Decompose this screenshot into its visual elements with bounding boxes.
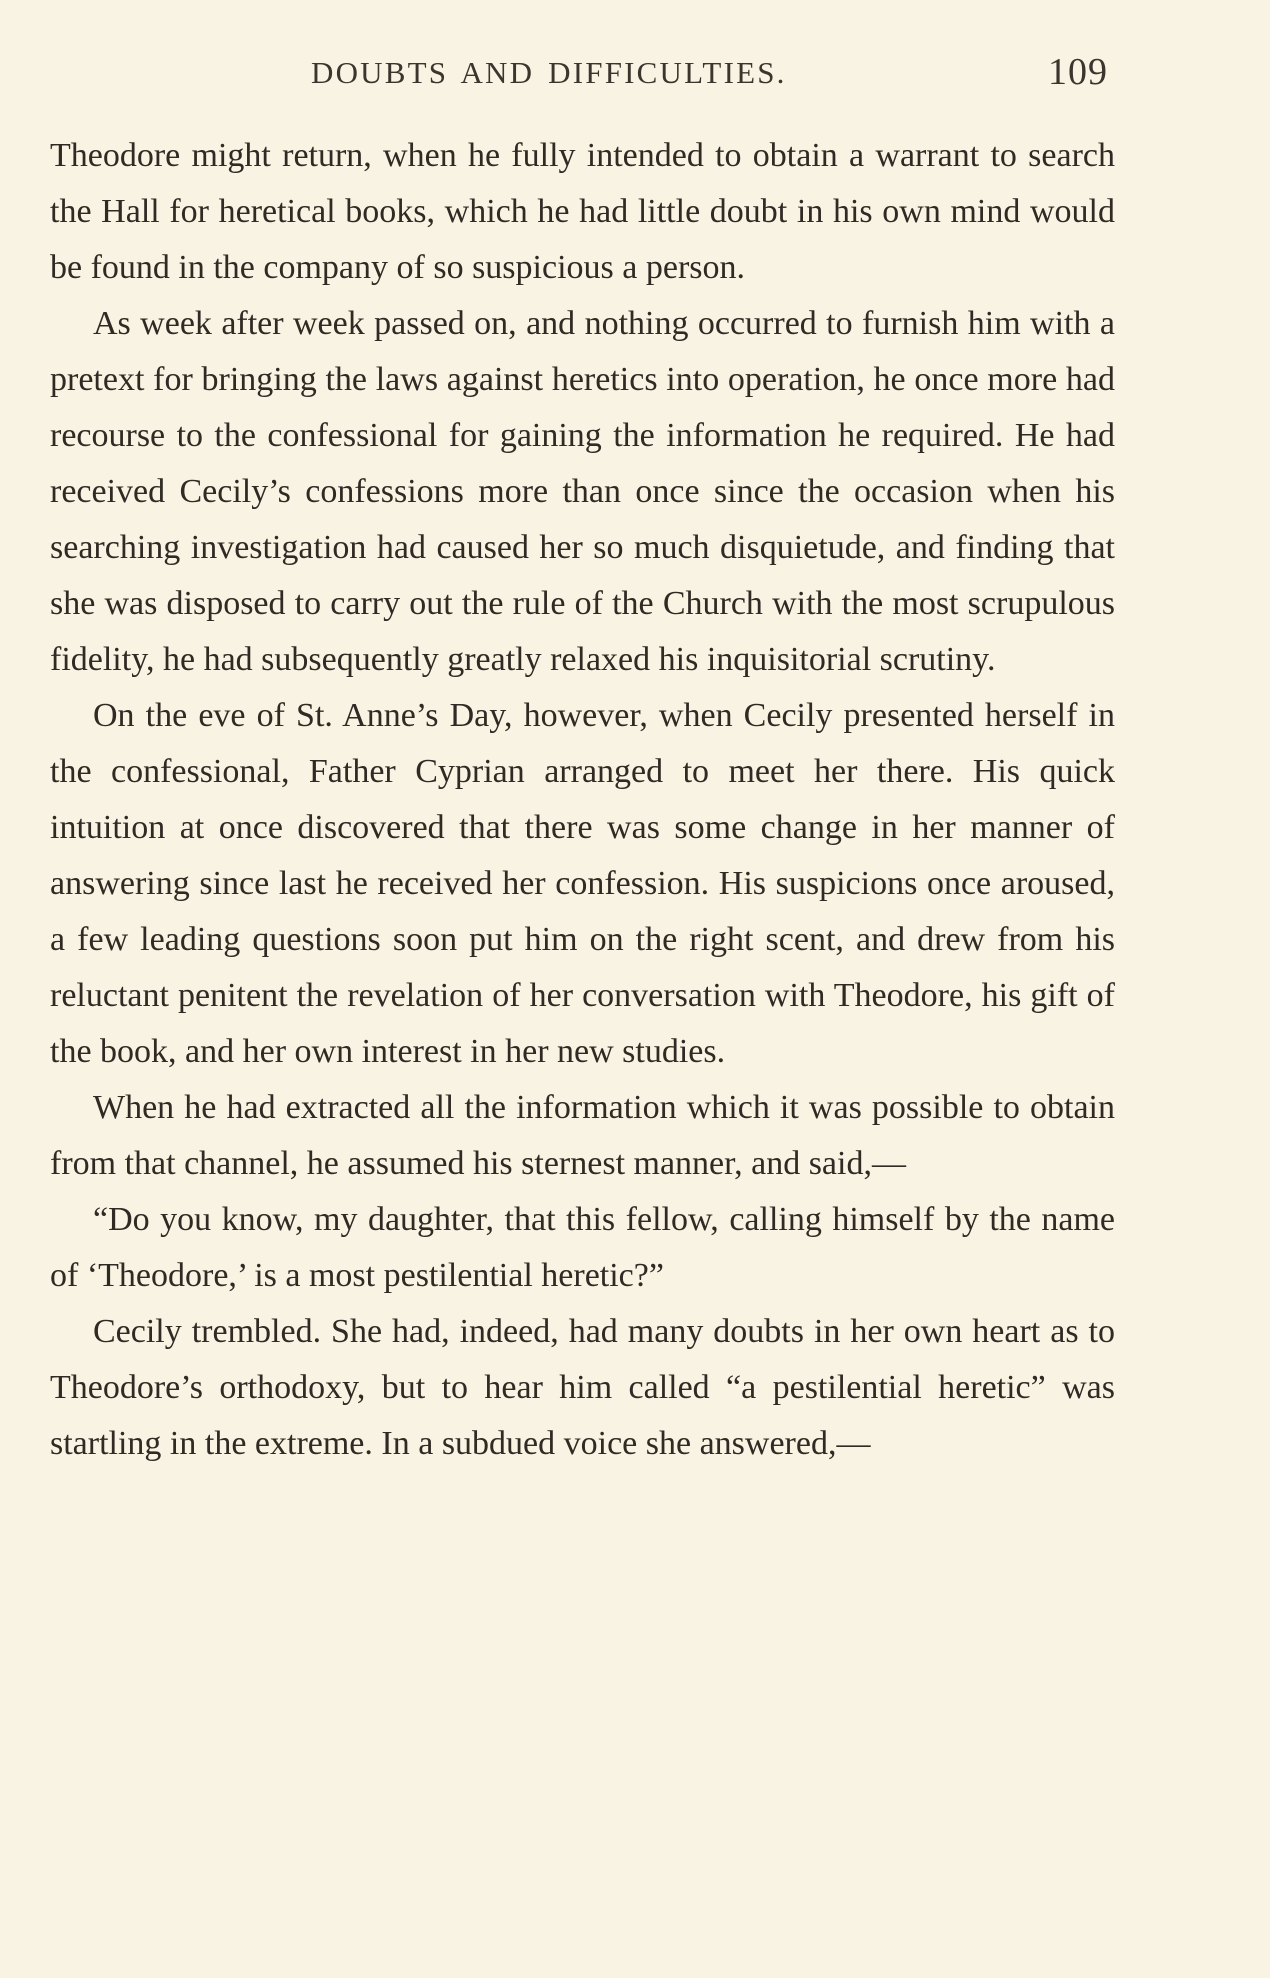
paragraph-3: On the eve of St. Anne’s Day, however, when Cecily presented herself in the confessional, Father Cyprian arranged to meet her there. His quick intuition at once discovered that there was some change in her manner of answering since last he received her confession. His suspicions once aroused, a few leading questions soon put him on the right scent, and drew from his reluctant penitent the revelation of her conversation with Theodore, his gift of the book, and her own interest in her new studies. (50, 697, 1115, 1070)
paragraph-6: Cecily trembled. She had, indeed, had many doubts in her own heart as to Theodore’s orthodoxy, but to hear him called “a pestilential heretic” was startling in the extreme. In a subdued voice she answered,— (50, 1313, 1115, 1462)
paragraph-4: When he had extracted all the information which it was possible to obtain from that channel, he assumed his sternest manner, and said,— (50, 1089, 1115, 1182)
paragraph-1: Theodore might return, when he fully intended to obtain a warrant to search the Hall for heretical books, which he had little doubt in his own mind would be found in the company of so suspicious a person. (50, 137, 1115, 286)
page-number: 109 (1048, 51, 1108, 93)
running-head (0, 50, 1270, 100)
paragraph-5: “Do you know, my daughter, that this fellow, calling himself by the name of ‘Theodore,’ is a most pestilential heretic?” (50, 1201, 1115, 1294)
body-text (50, 128, 1115, 1472)
paragraph-2: As week after week passed on, and nothing occurred to furnish him with a pretext for bringing the laws against heretics into operation, he once more had recourse to the confessional for gaining the information he required. He had received Cecily’s confessions more than once since the occasion when his searching investigation had caused her so much disquietude, and finding that she was disposed to carry out the rule of the Church with the most scrupulous fidelity, he had subsequently greatly relaxed his inquisitorial scrutiny. (50, 305, 1115, 678)
chapter-title: DOUBTS AND DIFFICULTIES. (311, 55, 787, 90)
